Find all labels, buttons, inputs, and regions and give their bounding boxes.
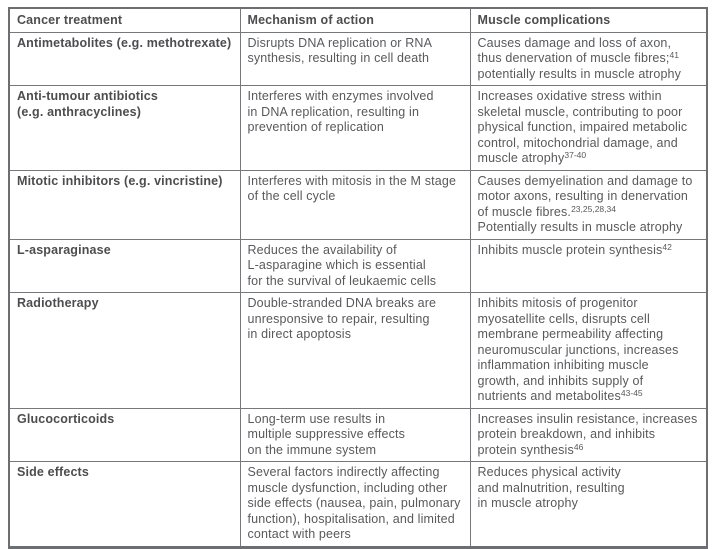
treatment-cell: Anti-tumour antibiotics (e.g. anthracyclines) xyxy=(9,86,240,171)
table-row xyxy=(9,32,707,86)
complications-cell: Inhibits mitosis of progenitor myosatellite cells, disrupts cell membrane permeability affecting neuromuscular junctions, increases inflammation inhibiting muscle growth, and inhibits supply of nutrients and metabolites$^{43-45}$ xyxy=(470,293,707,409)
complications-cell: Increases oxidative stress within skeletal muscle, contributing to poor physical function, impaired metabolic control, mitochondrial damage, and muscle atrophy$^{37-40}$ xyxy=(470,86,707,171)
mechanism-cell: Several factors indirectly affecting muscle dysfunction, including other side effects (nausea, pain, pulmonary function), hospitalisation, and limited contact with peers xyxy=(240,462,470,548)
complications-cell: Causes demyelination and damage to motor axons, resulting in denervation of muscle fibres.$^{23,25,28,34}$ Potentially results in muscle atrophy xyxy=(470,170,707,239)
treatment-cell: L-asparaginase xyxy=(9,239,240,293)
table-row xyxy=(9,239,707,293)
table-row xyxy=(9,408,707,462)
mechanism-cell: Long-term use results in multiple suppressive effects on the immune system xyxy=(240,408,470,462)
table-row xyxy=(9,462,707,548)
treatment-cell: Side effects xyxy=(9,462,240,548)
header-row xyxy=(9,8,707,32)
cancer-treatment-table xyxy=(8,7,708,549)
complications-cell: Increases insulin resistance, increases protein breakdown, and inhibits protein synthesis$^{46}$ xyxy=(470,408,707,462)
column-header-muscle-complications: Muscle complications xyxy=(470,8,707,32)
mechanism-cell: Disrupts DNA replication or RNA synthesis, resulting in cell death xyxy=(240,32,470,86)
treatment-cell: Glucocorticoids xyxy=(9,408,240,462)
treatment-cell: Radiotherapy xyxy=(9,293,240,409)
table-row xyxy=(9,170,707,239)
complications-cell: Causes damage and loss of axon, thus denervation of muscle fibres;$^{41}$ potentially results in muscle atrophy xyxy=(470,32,707,86)
table-row xyxy=(9,293,707,409)
treatment-cell: Antimetabolites (e.g. methotrexate) xyxy=(9,32,240,86)
complications-cell: Inhibits muscle protein synthesis$^{42}$ xyxy=(470,239,707,293)
mechanism-cell: Interferes with mitosis in the M stage of the cell cycle xyxy=(240,170,470,239)
treatment-cell: Mitotic inhibitors (e.g. vincristine) xyxy=(9,170,240,239)
column-header-mechanism-of-action: Mechanism of action xyxy=(240,8,470,32)
table-row xyxy=(9,86,707,171)
mechanism-cell: Double-stranded DNA breaks are unresponsive to repair, resulting in direct apoptosis xyxy=(240,293,470,409)
column-header-cancer-treatment: Cancer treatment xyxy=(9,8,240,32)
complications-cell: Reduces physical activity and malnutrition, resulting in muscle atrophy xyxy=(470,462,707,548)
mechanism-cell: Interferes with enzymes involved in DNA replication, resulting in prevention of replication xyxy=(240,86,470,171)
mechanism-cell: Reduces the availability of L-asparagine which is essential for the survival of leukaemic cells xyxy=(240,239,470,293)
